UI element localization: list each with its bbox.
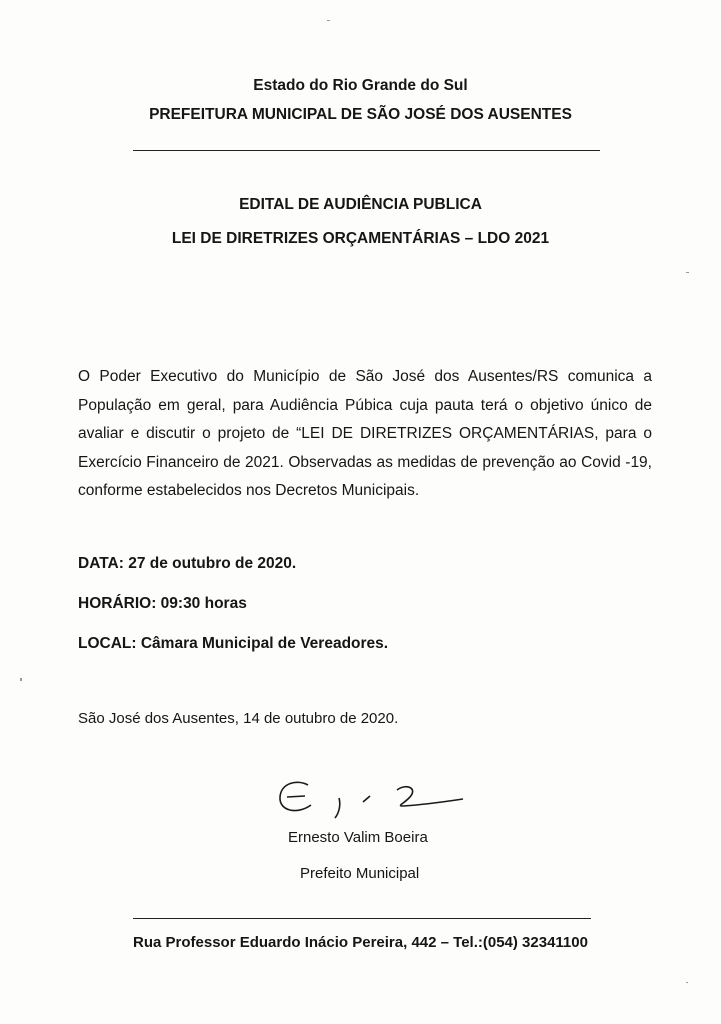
scan-speck xyxy=(327,20,330,21)
signer-role: Prefeito Municipal xyxy=(300,865,420,882)
title-line-1: EDITAL DE AUDIÊNCIA PUBLICA xyxy=(239,196,482,213)
header-state: Estado do Rio Grande do Sul xyxy=(253,77,468,94)
handwritten-signature xyxy=(275,775,470,825)
scan-speck xyxy=(686,982,688,983)
date-field: DATA: 27 de outubro de 2020. xyxy=(78,555,297,572)
location-field: LOCAL: Câmara Municipal de Vereadores. xyxy=(78,635,389,652)
header-divider xyxy=(133,150,600,151)
body-paragraph: O Poder Executivo do Município de São José dos Ausentes/RS comunica a População em geral, para Audiência Púbica cuja pauta terá o objetivo único de avaliar e discutir o projeto de “LEI DE DIRETRIZES ORÇAMENTÁRIAS, para o Exercício Financeiro de 2021. Observadas as medidas de prevenção ao Covid -19, conforme estabelecidos nos Decretos Municipais. xyxy=(78,368,652,499)
place-date: São José dos Ausentes, 14 de outubro de 2020. xyxy=(78,710,399,727)
scan-speck xyxy=(686,272,689,273)
footer-address: Rua Professor Eduardo Inácio Pereira, 442 – Tel.:(054) 32341100 xyxy=(133,934,588,951)
scan-speck xyxy=(20,678,22,681)
signer-name: Ernesto Valim Boeira xyxy=(288,829,428,846)
time-field: HORÁRIO: 09:30 horas xyxy=(78,595,247,612)
footer-divider xyxy=(133,918,591,919)
header-municipality: PREFEITURA MUNICIPAL DE SÃO JOSÉ DOS AUSENTES xyxy=(149,106,572,123)
title-line-2: LEI DE DIRETRIZES ORÇAMENTÁRIAS – LDO 2021 xyxy=(171,230,550,247)
